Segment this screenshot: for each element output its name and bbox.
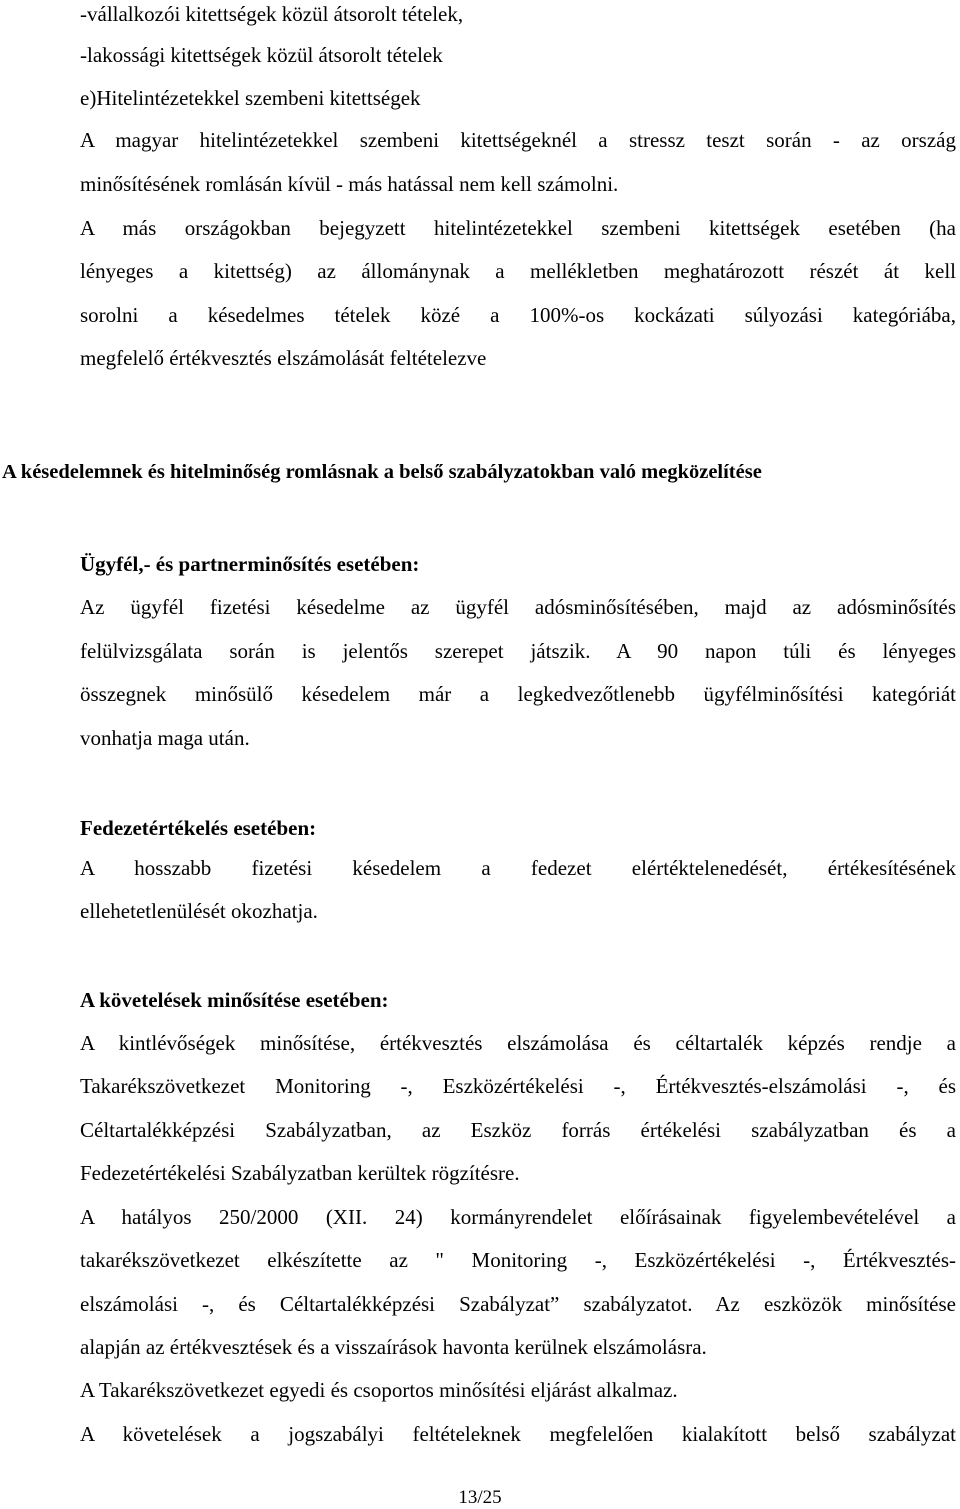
text-line: A más országokban bejegyzett hitelintézetekkel szembeni kitettségek esetében (ha [80, 216, 956, 240]
text-line: elszámolási -, és Céltartalékképzési Szabályzat” szabályzatot. Az eszközök minősítése [80, 1292, 956, 1316]
text-line: -lakossági kitettségek közül átsorolt tételek [80, 43, 443, 67]
text-line: ellehetetlenülését okozhatja. [80, 899, 318, 923]
text-line: A követelések a jogszabályi feltételeknek megfelelően kialakított belső szabályzat [80, 1422, 956, 1446]
text-line: Fedezetértékelési Szabályzatban kerültek rögzítésre. [80, 1161, 520, 1185]
text-line: lényeges a kitettség) az állománynak a mellékletben meghatározott részét át kell [80, 259, 956, 283]
text-line: A hosszabb fizetési késedelem a fedezet elértéktelenedését, értékesítésének [80, 856, 956, 880]
text-line: vonhatja maga után. [80, 726, 250, 750]
text-line: felülvizsgálata során is jelentős szerepet játszik. A 90 napon túli és lényeges [80, 639, 956, 663]
text-line: Takarékszövetkezet Monitoring -, Eszközértékelési -, Értékvesztés-elszámolási -, és [80, 1074, 956, 1098]
subsection-heading: A követelések minősítése esetében: [80, 988, 389, 1012]
text-line: -vállalkozói kitettségek közül átsorolt tételek, [80, 2, 464, 26]
text-line: A Takarékszövetkezet egyedi és csoportos minősítési eljárást alkalmaz. [80, 1378, 678, 1402]
subsection-heading: Ügyfél,- és partnerminősítés esetében: [80, 552, 420, 576]
section-heading: A késedelemnek és hitelminőség romlásnak a belső szabályzatokban való megközelítése [2, 461, 762, 483]
text-line: e)Hitelintézetekkel szembeni kitettségek [80, 86, 421, 110]
text-line: megfelelő értékvesztés elszámolását feltételezve [80, 346, 487, 370]
text-line: A magyar hitelintézetekkel szembeni kitettségeknél a stressz teszt során - az ország [80, 128, 956, 152]
text-line: sorolni a késedelmes tételek közé a 100%-os kockázati súlyozási kategóriába, [80, 303, 956, 327]
text-line: minősítésének romlásán kívül - más hatással nem kell számolni. [80, 172, 619, 196]
text-line: A hatályos 250/2000 (XII. 24) kormányrendelet előírásainak figyelembevételével a [80, 1205, 956, 1229]
text-line: A kintlévőségek minősítése, értékvesztés elszámolása és céltartalék képzés rendje a [80, 1031, 956, 1055]
text-line: Az ügyfél fizetési késedelme az ügyfél adósminősítésében, majd az adósminősítés [80, 595, 956, 619]
text-line: takarékszövetkezet elkészítette az " Monitoring -, Eszközértékelési -, Értékvesztés- [80, 1248, 956, 1272]
page-number: 13/25 [458, 1487, 502, 1508]
subsection-heading: Fedezetértékelés esetében: [80, 816, 317, 840]
text-line: alapján az értékvesztések és a visszaírások havonta kerülnek elszámolásra. [80, 1335, 707, 1359]
text-line: összegnek minősülő késedelem már a legkedvezőtlenebb ügyfélminősítési kategóriát [80, 682, 956, 706]
text-line: Céltartalékképzési Szabályzatban, az Eszköz forrás értékelési szabályzatban és a [80, 1118, 956, 1142]
